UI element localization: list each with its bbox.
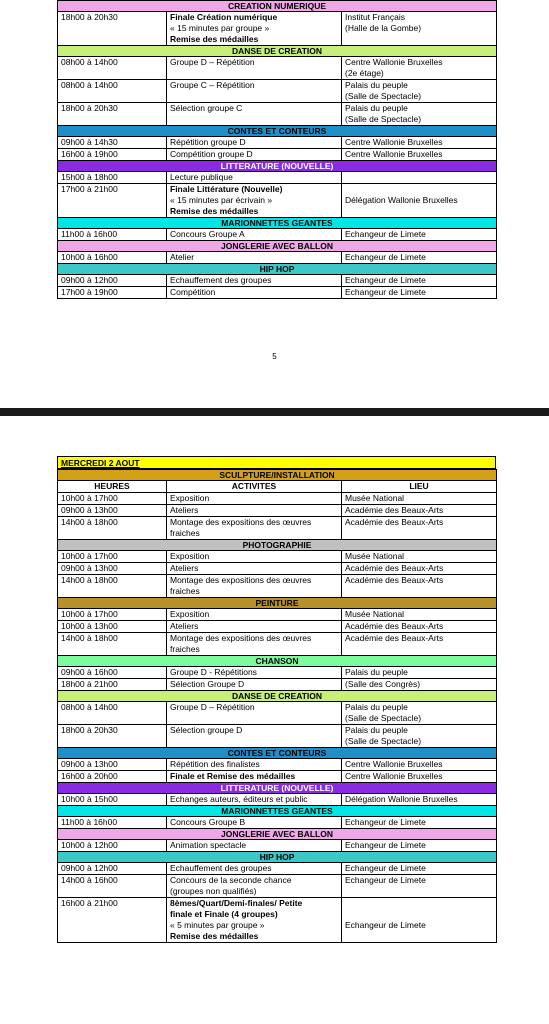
table-row: [58, 898, 497, 943]
place-cell: [342, 759, 497, 771]
activity-cell: [167, 80, 342, 103]
place-cell: [342, 80, 497, 103]
time-cell: 16h00 à 20h00: [58, 771, 167, 783]
activity-line: Echauffement des groupes: [170, 275, 272, 285]
activity-line: Concours Groupe A: [170, 229, 245, 239]
section-title: PHOTOGRAPHIE: [58, 540, 497, 551]
section-header-row: [58, 161, 497, 172]
place-cell: [342, 725, 497, 748]
activity-cell: [167, 702, 342, 725]
activity-cell: [167, 137, 342, 149]
place-cell: [342, 863, 497, 875]
activity-line: Echanges auteurs, éditeurs et public: [170, 794, 308, 804]
place-line: Echangeur de Limete: [345, 817, 426, 827]
place-cell: [342, 493, 497, 505]
time-cell: 09h00 à 13h00: [58, 759, 167, 771]
section-header-row: [58, 598, 497, 609]
activity-line: 8èmes/Quart/Demi-finales/ Petite: [170, 898, 303, 908]
table-row: [58, 184, 497, 218]
place-cell: [342, 287, 497, 299]
time-cell: 10h00 à 17h00: [58, 493, 167, 505]
place-line: Palais du peuple: [345, 702, 408, 712]
section-title: LITTERATURE (NOUVELLE): [58, 783, 497, 794]
activity-cell: [167, 725, 342, 748]
table-row: [58, 275, 497, 287]
schedule-table-bottom: [57, 469, 497, 943]
place-line: Echangeur de Limete: [345, 863, 426, 873]
time-cell: 17h00 à 21h00: [58, 184, 167, 218]
activity-line: Répétition groupe D: [170, 137, 246, 147]
time-cell: 10h00 à 17h00: [58, 609, 167, 621]
table-row: [58, 875, 497, 898]
activity-line: Sélection groupe C: [170, 103, 243, 113]
table-row: [58, 667, 497, 679]
table-row: [58, 252, 497, 264]
activity-cell: [167, 759, 342, 771]
table-row: [58, 633, 497, 656]
activity-cell: [167, 57, 342, 80]
section-title: CONTES ET CONTEURS: [58, 748, 497, 759]
activity-line: Groupe D – Répétition: [170, 57, 255, 67]
section-header-row: [58, 126, 497, 137]
table-row: [58, 80, 497, 103]
activity-cell: [167, 771, 342, 783]
time-cell: 10h00 à 16h00: [58, 252, 167, 264]
place-line: Académie des Beaux-Arts: [345, 517, 444, 527]
schedule-table-top: [57, 0, 497, 299]
place-cell: [342, 137, 497, 149]
activity-line: Remise des médailles: [170, 206, 259, 216]
place-cell: [342, 551, 497, 563]
activity-line: Groupe C – Répétition: [170, 80, 255, 90]
place-cell: [342, 679, 497, 691]
section-header-row: [58, 748, 497, 759]
place-cell: [342, 57, 497, 80]
section-title: SCULPTURE/INSTALLATION: [58, 470, 497, 481]
activity-cell: [167, 633, 342, 656]
table-row: [58, 517, 497, 540]
section-title: PEINTURE: [58, 598, 497, 609]
time-cell: 16h00 à 19h00: [58, 149, 167, 161]
table-row: [58, 759, 497, 771]
place-line: Musée National: [345, 551, 405, 561]
place-line: [345, 184, 493, 195]
section-title: CHANSON: [58, 656, 497, 667]
time-cell: 10h00 à 17h00: [58, 551, 167, 563]
time-cell: 08h00 à 14h00: [58, 702, 167, 725]
place-line: Centre Wallonie Bruxelles: [345, 137, 443, 147]
place-cell: [342, 667, 497, 679]
place-line: Centre Wallonie Bruxelles: [345, 771, 443, 781]
place-line: Délégation Wallonie Bruxelles: [345, 195, 458, 205]
place-line: Musée National: [345, 609, 405, 619]
table-row: [58, 621, 497, 633]
activity-line: finale et Finale (4 groupes): [170, 909, 278, 919]
place-line: Académie des Beaux-Arts: [345, 621, 444, 631]
table-row: [58, 493, 497, 505]
section-title: DANSE DE CREATION: [58, 46, 497, 57]
section-header-row: [58, 218, 497, 229]
activity-line: fraiches: [170, 586, 200, 596]
time-cell: 08h00 à 14h00: [58, 80, 167, 103]
place-cell: [342, 817, 497, 829]
activity-cell: [167, 863, 342, 875]
activity-line: Groupe D – Répétition: [170, 702, 255, 712]
activity-line: Finale Création numérique: [170, 12, 278, 22]
table-row: [58, 702, 497, 725]
schedule-page-5: [57, 0, 496, 299]
place-cell: [342, 575, 497, 598]
activity-line: Montage des expositions des œuvres: [170, 633, 312, 643]
activity-line: Lecture publique: [170, 172, 233, 182]
activity-line: « 15 minutes par groupe »: [170, 23, 270, 33]
activity-line: Echauffement des groupes: [170, 863, 272, 873]
activity-line: Groupe D - Répétitions: [170, 667, 257, 677]
place-line: Echangeur de Limete: [345, 840, 426, 850]
activity-cell: [167, 609, 342, 621]
time-cell: 09h00 à 12h00: [58, 863, 167, 875]
activity-cell: [167, 172, 342, 184]
activity-cell: [167, 875, 342, 898]
place-line: Echangeur de Limete: [345, 252, 426, 262]
place-line: Académie des Beaux-Arts: [345, 575, 444, 585]
activity-cell: [167, 149, 342, 161]
section-title: LITTERATURE (NOUVELLE): [58, 161, 497, 172]
section-header-row: [58, 241, 497, 252]
place-cell: [342, 621, 497, 633]
section-title: MARIONNETTES GEANTES: [58, 806, 497, 817]
table-row: [58, 57, 497, 80]
place-cell: [342, 702, 497, 725]
table-row: [58, 725, 497, 748]
activity-cell: [167, 563, 342, 575]
activity-cell: [167, 551, 342, 563]
activity-line: « 5 minutes par groupe »: [170, 920, 265, 930]
time-cell: 14h00 à 16h00: [58, 875, 167, 898]
activity-line: Exposition: [170, 493, 210, 503]
column-header: ACTIVITES: [167, 481, 342, 493]
place-cell: [342, 633, 497, 656]
place-line: (Salle de Spectacle): [345, 736, 422, 746]
place-line: (Halle de la Gombe): [345, 23, 422, 33]
time-cell: 15h00 à 18h00: [58, 172, 167, 184]
time-cell: 18h00 à 20h30: [58, 103, 167, 126]
activity-cell: [167, 252, 342, 264]
activity-cell: [167, 898, 342, 943]
activity-cell: [167, 517, 342, 540]
place-line: (Salle de Spectacle): [345, 713, 422, 723]
section-title: HIP HOP: [58, 852, 497, 863]
activity-line: Finale et Remise des médailles: [170, 771, 296, 781]
place-line: Palais du peuple: [345, 103, 408, 113]
activity-line: Ateliers: [170, 563, 199, 573]
activity-line: Montage des expositions des œuvres: [170, 575, 312, 585]
time-cell: 09h00 à 12h00: [58, 275, 167, 287]
table-row: [58, 551, 497, 563]
time-cell: 10h00 à 13h00: [58, 621, 167, 633]
table-row: [58, 575, 497, 598]
place-line: Institut Français: [345, 12, 405, 22]
place-cell: [342, 840, 497, 852]
place-line: [345, 898, 493, 909]
column-header-row: [58, 481, 497, 493]
column-header: LIEU: [342, 481, 497, 493]
activity-line: Finale Littérature (Nouvelle): [170, 184, 283, 194]
activity-cell: [167, 621, 342, 633]
place-cell: [342, 505, 497, 517]
activity-cell: [167, 12, 342, 46]
activity-line: Ateliers: [170, 621, 199, 631]
table-row: [58, 287, 497, 299]
time-cell: 14h00 à 18h00: [58, 575, 167, 598]
table-row: [58, 609, 497, 621]
place-line: (Salle de Spectacle): [345, 91, 422, 101]
activity-line: Compétition: [170, 287, 216, 297]
time-cell: 09h00 à 13h00: [58, 563, 167, 575]
section-header-row: [58, 852, 497, 863]
place-cell: [342, 252, 497, 264]
time-cell: 09h00 à 16h00: [58, 667, 167, 679]
place-line: Echangeur de Limete: [345, 287, 426, 297]
section-title: JONGLERIE AVEC BALLON: [58, 241, 497, 252]
activity-cell: [167, 287, 342, 299]
activity-cell: [167, 184, 342, 218]
section-header-row: [58, 1, 497, 12]
table-row: [58, 863, 497, 875]
time-cell: 11h00 à 16h00: [58, 817, 167, 829]
activity-cell: [167, 229, 342, 241]
activity-line: Remise des médailles: [170, 34, 259, 44]
section-title: MARIONNETTES GEANTES: [58, 218, 497, 229]
time-cell: 18h00 à 20h30: [58, 725, 167, 748]
place-cell: [342, 875, 497, 898]
place-cell: [342, 12, 497, 46]
place-line: Centre Wallonie Bruxelles: [345, 759, 443, 769]
place-cell: [342, 898, 497, 943]
place-line: [345, 909, 493, 920]
place-line: Echangeur de Limete: [345, 875, 426, 885]
activity-line: Exposition: [170, 551, 210, 561]
table-row: [58, 794, 497, 806]
activity-line: (groupes non qualifiés): [170, 886, 257, 896]
section-header-row: [58, 540, 497, 551]
activity-cell: [167, 103, 342, 126]
place-line: Centre Wallonie Bruxelles: [345, 57, 443, 67]
activity-line: Atelier: [170, 252, 195, 262]
place-line: (2e étage): [345, 68, 384, 78]
day-title: MERCREDI 2 AOUT: [57, 456, 496, 469]
place-cell: [342, 103, 497, 126]
activity-cell: [167, 667, 342, 679]
place-line: Centre Wallonie Bruxelles: [345, 149, 443, 159]
section-title: DANSE DE CREATION: [58, 691, 497, 702]
activity-line: Remise des médailles: [170, 931, 259, 941]
section-title: CREATION NUMERIQUE: [58, 1, 497, 12]
activity-line: Montage des expositions des œuvres: [170, 517, 312, 527]
section-header-row: [58, 470, 497, 481]
table-row: [58, 679, 497, 691]
place-cell: [342, 517, 497, 540]
page-number: 5: [272, 352, 277, 361]
time-cell: 10h00 à 12h00: [58, 840, 167, 852]
section-header-row: [58, 46, 497, 57]
place-line: Délégation Wallonie Bruxelles: [345, 794, 458, 804]
section-header-row: [58, 264, 497, 275]
place-line: Echangeur de Limete: [345, 920, 426, 930]
section-title: JONGLERIE AVEC BALLON: [58, 829, 497, 840]
activity-line: Concours de la seconde chance: [170, 875, 292, 885]
page-divider: [0, 408, 549, 416]
place-line: (Salle des Congrès): [345, 679, 421, 689]
time-cell: 18h00 à 20h30: [58, 12, 167, 46]
activity-cell: [167, 817, 342, 829]
time-cell: 09h00 à 14h30: [58, 137, 167, 149]
activity-line: fraiches: [170, 528, 200, 538]
place-line: Echangeur de Limete: [345, 275, 426, 285]
table-row: [58, 172, 497, 184]
table-row: [58, 563, 497, 575]
schedule-page-6: [57, 456, 496, 943]
table-row: [58, 137, 497, 149]
place-cell: [342, 172, 497, 184]
place-line: Académie des Beaux-Arts: [345, 633, 444, 643]
table-row: [58, 149, 497, 161]
table-row: [58, 817, 497, 829]
place-cell: [342, 771, 497, 783]
section-header-row: [58, 829, 497, 840]
activity-line: Ateliers: [170, 505, 199, 515]
table-row: [58, 840, 497, 852]
activity-cell: [167, 575, 342, 598]
section-header-row: [58, 806, 497, 817]
table-row: [58, 505, 497, 517]
place-cell: [342, 229, 497, 241]
place-line: Académie des Beaux-Arts: [345, 563, 444, 573]
table-row: [58, 103, 497, 126]
time-cell: 16h00 à 21h00: [58, 898, 167, 943]
table-row: [58, 229, 497, 241]
time-cell: 14h00 à 18h00: [58, 633, 167, 656]
table-row: [58, 12, 497, 46]
activity-cell: [167, 275, 342, 287]
time-cell: 18h00 à 21h00: [58, 679, 167, 691]
activity-line: Exposition: [170, 609, 210, 619]
time-cell: 10h00 à 15h00: [58, 794, 167, 806]
activity-line: Sélection Groupe D: [170, 679, 245, 689]
table-row: [58, 771, 497, 783]
time-cell: 14h00 à 18h00: [58, 517, 167, 540]
section-header-row: [58, 691, 497, 702]
time-cell: 09h00 à 13h00: [58, 505, 167, 517]
activity-cell: [167, 505, 342, 517]
place-line: Palais du peuple: [345, 667, 408, 677]
activity-line: « 15 minutes par écrivain »: [170, 195, 273, 205]
activity-line: Animation spectacle: [170, 840, 247, 850]
place-line: Académie des Beaux-Arts: [345, 505, 444, 515]
place-line: Musée National: [345, 493, 405, 503]
activity-cell: [167, 794, 342, 806]
time-cell: 17h00 à 19h00: [58, 287, 167, 299]
place-cell: [342, 563, 497, 575]
activity-cell: [167, 840, 342, 852]
time-cell: 08h00 à 14h00: [58, 57, 167, 80]
activity-line: Concours Groupe B: [170, 817, 246, 827]
activity-line: Sélection groupe D: [170, 725, 243, 735]
place-cell: [342, 794, 497, 806]
time-cell: 11h00 à 16h00: [58, 229, 167, 241]
place-line: Palais du peuple: [345, 80, 408, 90]
activity-line: Répétition des finalistes: [170, 759, 260, 769]
place-line: (Salle de Spectacle): [345, 114, 422, 124]
place-cell: [342, 184, 497, 218]
place-cell: [342, 149, 497, 161]
activity-line: fraiches: [170, 644, 200, 654]
activity-cell: [167, 679, 342, 691]
place-line: Palais du peuple: [345, 725, 408, 735]
place-cell: [342, 609, 497, 621]
section-header-row: [58, 783, 497, 794]
activity-line: Compétition groupe D: [170, 149, 253, 159]
section-title: HIP HOP: [58, 264, 497, 275]
column-header: HEURES: [58, 481, 167, 493]
section-title: CONTES ET CONTEURS: [58, 126, 497, 137]
section-header-row: [58, 656, 497, 667]
place-line: Echangeur de Limete: [345, 229, 426, 239]
place-cell: [342, 275, 497, 287]
activity-cell: [167, 493, 342, 505]
